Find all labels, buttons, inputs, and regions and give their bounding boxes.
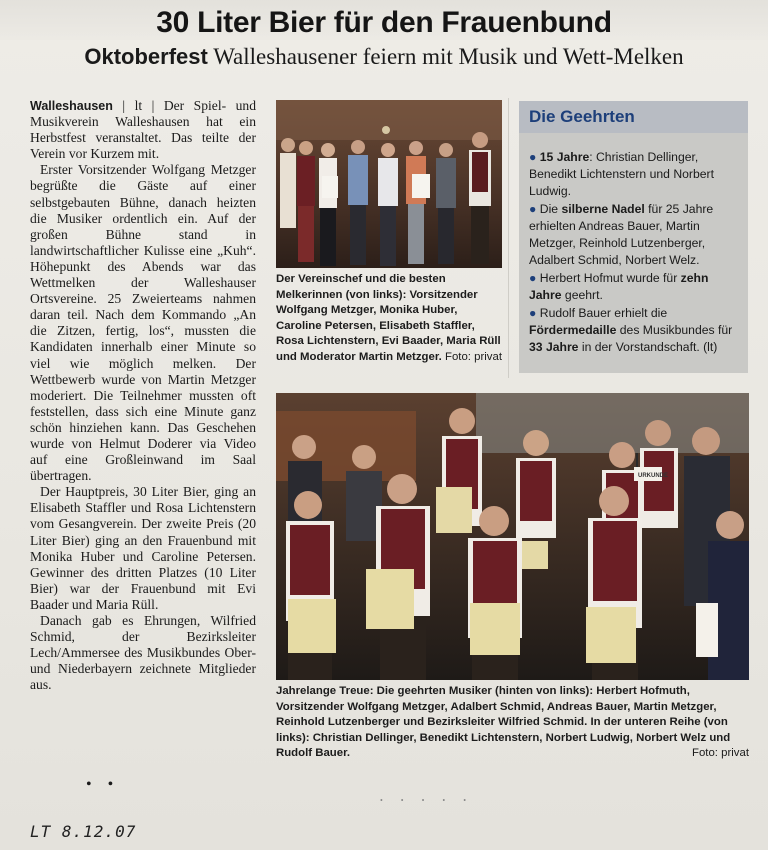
column-divider xyxy=(508,98,509,378)
honoree-item: ● Die silberne Nadel für 25 Jahre erhielten Andreas Bauer, Martin Metzger, Reinhold Lutzenberger, Adalbert Schmid, Norbert Welz. xyxy=(529,202,714,267)
article-paragraph: Der Hauptpreis, 30 Liter Bier, ging an Elisabeth Staffler und Rosa Lichtenstern vom Gesangverein. Der zweite Preis (20 Liter Bier) ging an den Frauenbund mit Monika Huber und Caroline Petersen. Gewinner des dritten Platzes (10 Liter Bier) war der Frauenbund mit Evi Baader und Maria Rüll. xyxy=(30,484,256,612)
article-paragraph: Erster Vorsitzender Wolfgang Metzger begrüßte die Gäste auf einer selbstgebauten Bühne, danach heizten die Musiker ordentlich ein. Auf der großen Bühne stand in landwirtschaftlicher Kulisse eine „Kuh“. Höhepunkt des Abends war das Wettmelken der Walleshauser Ortsvereine. 25 Zweierteams nahmen daran teil. Nach dem Kommando „An die Zitzen, fertig, los“, mussten die Kandidaten innerhalb einer Minute so viel wie möglich melken. Der Wettbewerb wurde von Martin Metzger moderiert. Die Teilnehmer mussten oft feststellen, dass sich eine Minute ganz schön hinziehen kann. Das Geschehen wurde von Helmut Doderer via Video auf eine Großleinwand im Saal übertragen. xyxy=(30,162,256,484)
banner-text: URKUNDE xyxy=(638,473,668,479)
photo-winners xyxy=(276,100,502,268)
photo-winners-graphic xyxy=(276,100,502,268)
article-endmark: • • xyxy=(86,776,120,793)
honoree-item: ● Rudolf Bauer erhielt die Fördermedaille des Musikbundes für 33 Jahre in der Vorstandschaft. (lt) xyxy=(529,306,733,354)
caption-text: Jahrelange Treue: Die geehrten Musiker (hinten von links): Herbert Hofmuth, Vorsitzender Wolfgang Metzger, Adalbert Schmid, Andreas Bauer, Martin Metzger, Reinhold Lutzenberger und Bezirksleiter Wilfried Schmid. In der unteren Reihe (von links): Christian Dellinger, Benedikt Lichtenstern, Norbert Ludwig, Norbert Welz und Rudolf Bauer. xyxy=(276,685,731,759)
bullet-icon: ● xyxy=(529,271,537,285)
honorees-box-title: Die Geehrten xyxy=(519,101,748,133)
caption-text: Der Vereinschef und die besten Melkerinnen (von links): Vorsitzender Wolfgang Metzger, Monika Huber, Caroline Petersen, Elisabeth Staffler, Rosa Lichtenstern, Evi Baader, Maria Rüll und Moderator Martin Metzger. xyxy=(276,273,501,363)
subheadline-kicker: Oktoberfest xyxy=(84,44,208,69)
print-registration-dots: • • • • • xyxy=(380,796,475,805)
headline: 30 Liter Bier für den Frauenbund xyxy=(156,6,612,39)
photo-honored-musicians xyxy=(276,393,749,680)
bullet-icon: ● xyxy=(529,150,537,164)
subheadline-text: Walleshausener feiern mit Musik und Wett-Melken xyxy=(213,44,684,69)
article-paragraph: Walleshausen | lt | Der Spiel- und Musikverein Walleshausen hat ein Herbstfest veranstaltet. Das teilte der Verein vor Kurzem mit. xyxy=(30,98,256,162)
honorees-box xyxy=(519,101,748,373)
photo-honored-caption xyxy=(276,684,749,762)
bullet-icon: ● xyxy=(529,202,537,216)
honorees-list xyxy=(529,149,741,357)
photo-credit: Foto: privat xyxy=(445,350,502,363)
dateline: Walleshausen xyxy=(30,99,113,113)
honoree-item: ● 15 Jahre: Christian Dellinger, Benedikt Lichtenstern und Norbert Ludwig. xyxy=(529,150,714,198)
article-paragraph: Danach gab es Ehrungen, Wilfried Schmid, der Bezirksleiter Lech/Ammersee des Musikbundes Ober- und Niederbayern zeichnete Mitglieder aus. xyxy=(30,613,256,693)
source-tag: | lt | xyxy=(112,98,164,113)
handwritten-date-note: LT 8.12.07 xyxy=(30,822,137,841)
article-body xyxy=(30,98,256,693)
subheadline xyxy=(20,44,748,70)
photo-honored-graphic xyxy=(276,393,749,680)
photo-credit: Foto: privat xyxy=(692,747,749,759)
honoree-item: ● Herbert Hofmut wurde für zehn Jahre geehrt. xyxy=(529,271,709,302)
photo-winners-caption xyxy=(276,272,502,365)
bullet-icon: ● xyxy=(529,306,537,320)
